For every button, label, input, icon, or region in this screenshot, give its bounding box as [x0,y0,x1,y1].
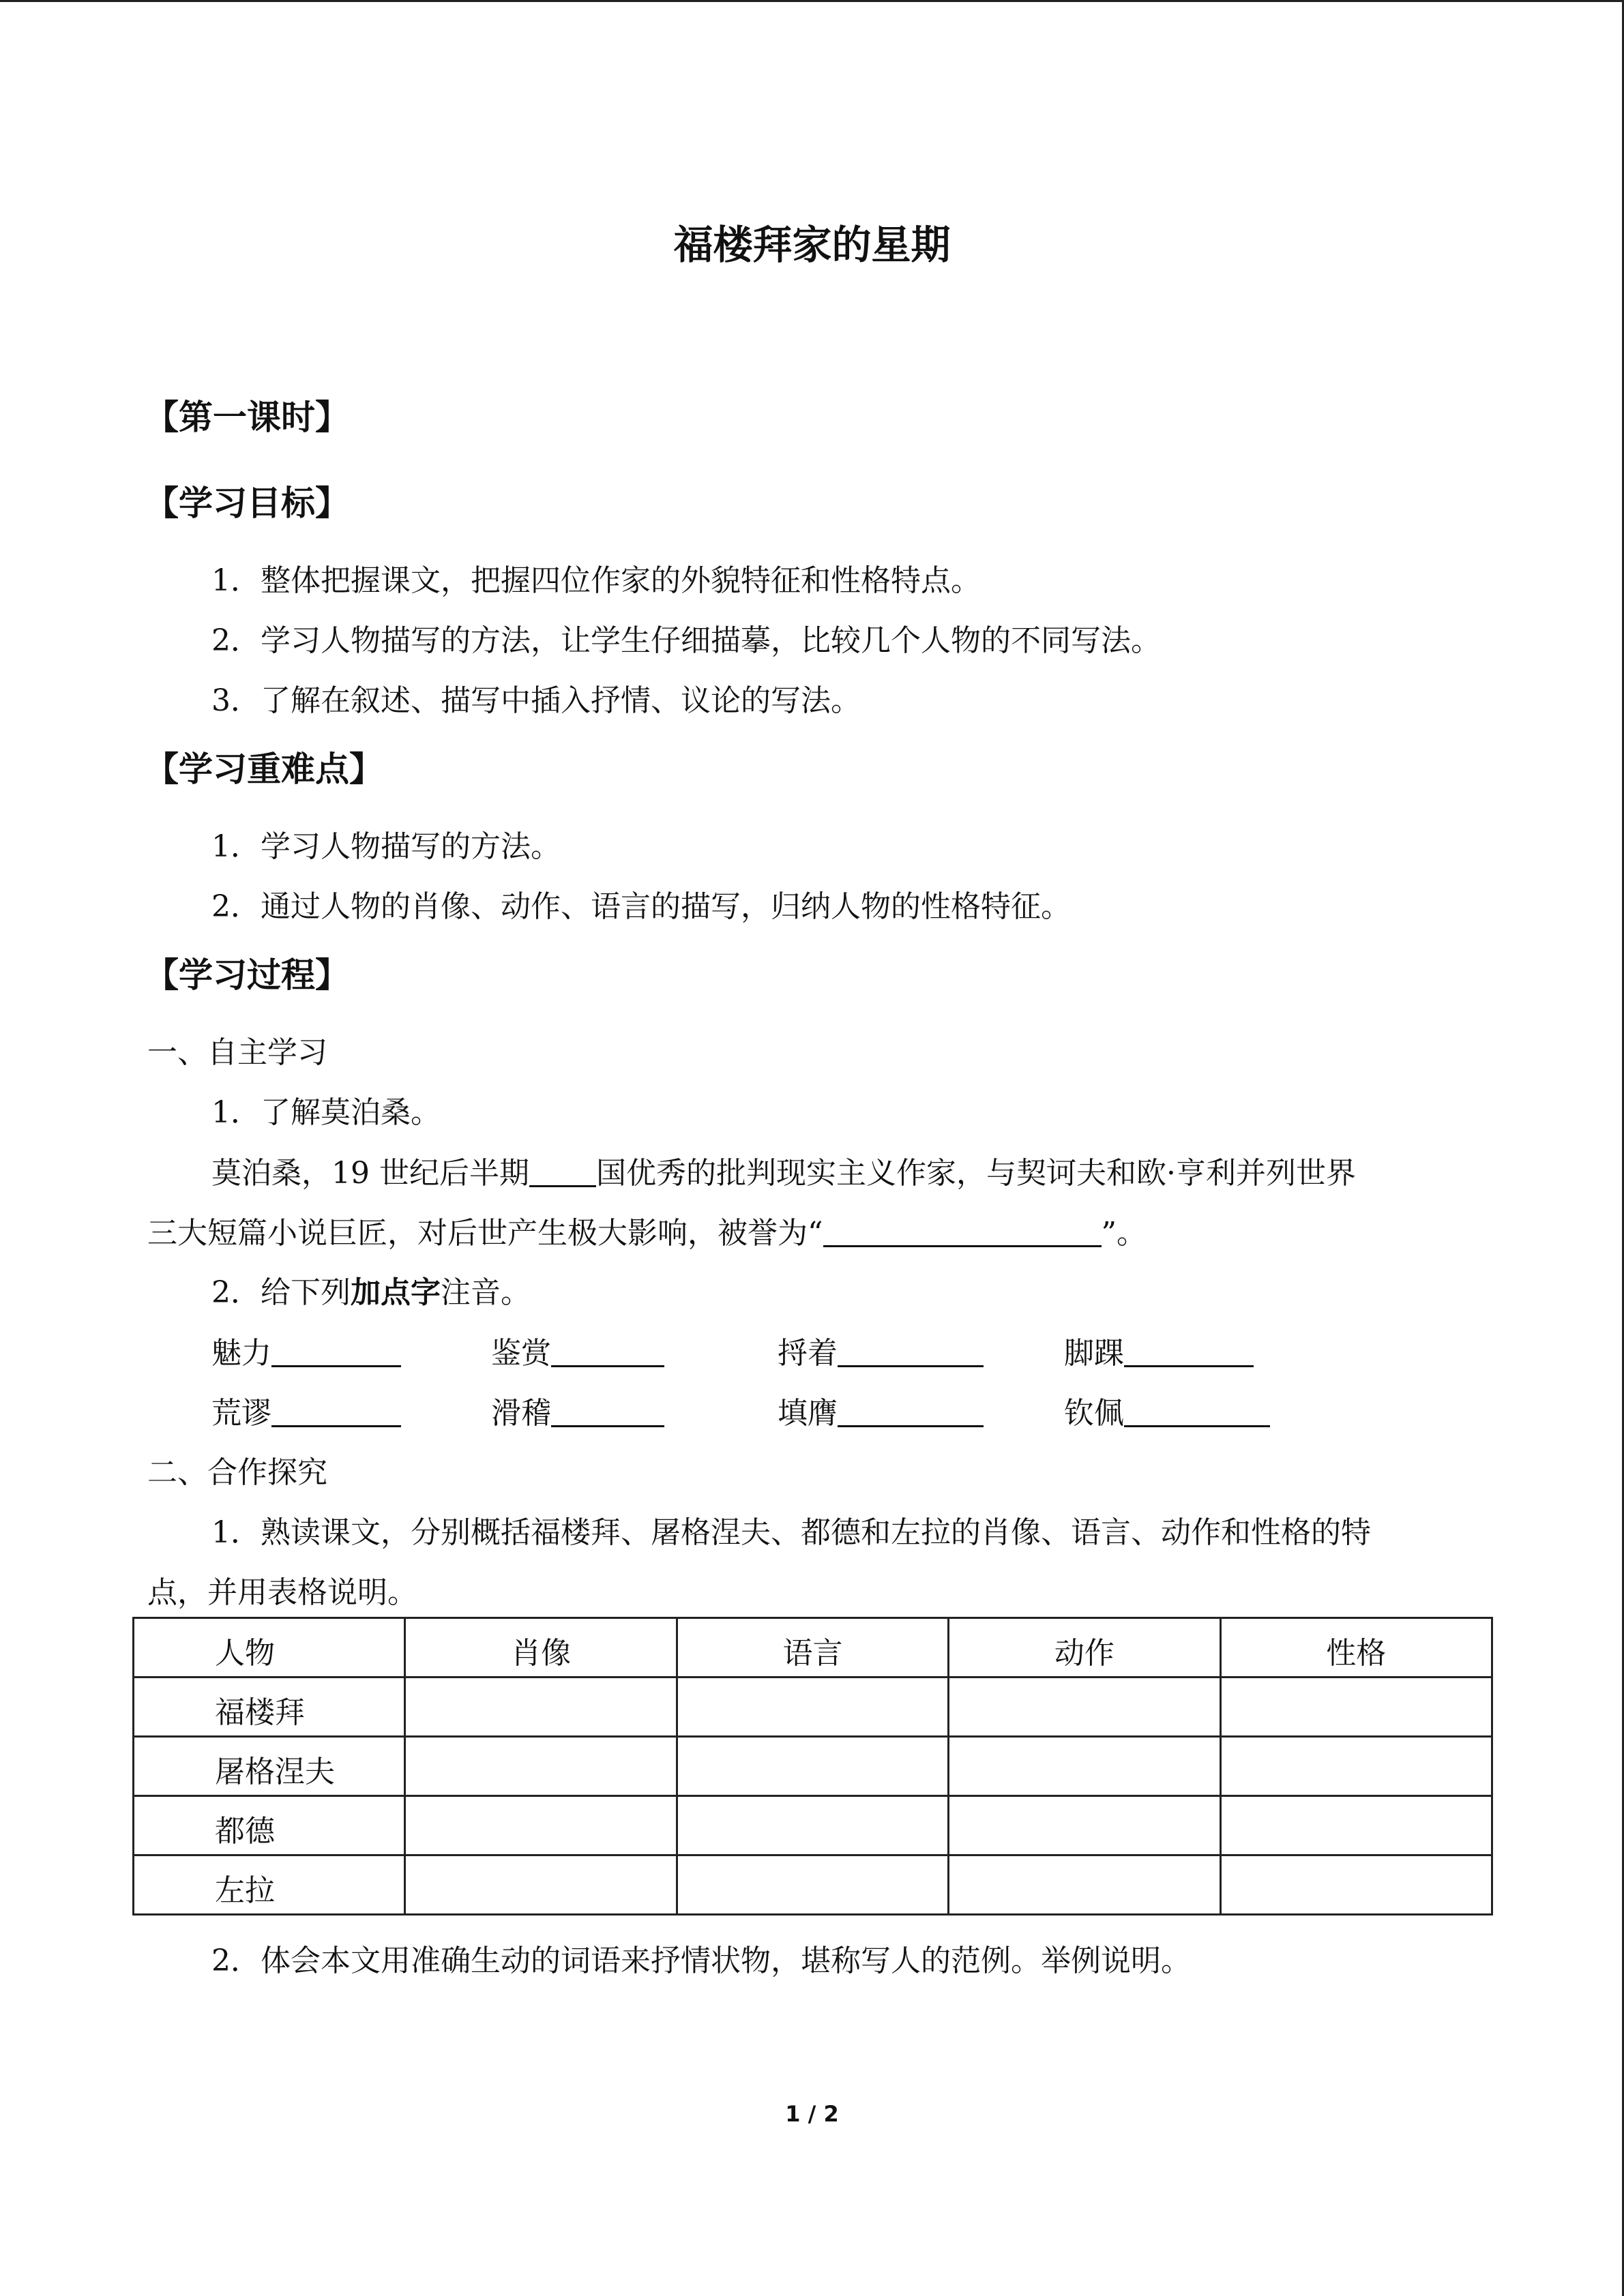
q2-title-a: 2．给下列 [211,1275,351,1310]
pinyin-word [778,1335,984,1372]
table-cell[interactable] [1220,1678,1492,1737]
table-cell[interactable] [1220,1737,1492,1796]
part1-q1-line2 [147,1215,1147,1252]
pinyin-word [491,1395,664,1432]
q1-line1-text-b: 国优秀的批判现实主义作家，与契诃夫和欧·亨利并列世界 [595,1156,1356,1191]
q1-line2-text-b: ”。 [1101,1216,1147,1251]
word-text: 捋着 [778,1336,838,1371]
pinyin-blank[interactable] [838,1335,984,1367]
keypoint-item: 1．学习人物描写的方法。 [211,829,561,864]
word-text: 荒谬 [211,1396,271,1431]
pinyin-word [491,1335,664,1372]
page-number: 1 / 2 [785,2101,839,2127]
table-row [134,1796,1492,1855]
pinyin-blank[interactable] [271,1335,401,1367]
q2-title-b: 注音。 [441,1275,531,1310]
table-cell[interactable] [1220,1855,1492,1915]
table-cell[interactable] [405,1737,677,1796]
pinyin-word [211,1395,401,1432]
part2-q2: 2．体会本文用准确生动的词语来抒情状物，堪称写人的范例。举例说明。 [211,1943,1191,1978]
pinyin-word [1064,1335,1254,1372]
part1-q1-line1 [211,1155,1356,1192]
table-cell[interactable] [677,1737,948,1796]
table-header-row [134,1618,1492,1678]
row-character-name: 左拉 [134,1855,405,1915]
document-title: 福楼拜家的星期 [673,222,951,268]
section-keypoints-heading: 【学习重难点】 [145,749,383,789]
table-header-cell: 人物 [134,1618,405,1678]
goal-item: 2．学习人物描写的方法，让学生仔细描摹，比较几个人物的不同写法。 [211,623,1161,658]
q1-line1-text-a: 莫泊桑，19 世纪后半期 [211,1156,529,1191]
pinyin-word [778,1395,984,1432]
pinyin-blank[interactable] [1124,1395,1270,1427]
pinyin-blank[interactable] [1124,1335,1254,1367]
q2-title-bold: 加点字 [351,1275,441,1310]
table-header-cell: 性格 [1220,1618,1492,1678]
part1-q2-title [211,1275,531,1311]
goal-item: 1．整体把握课文，把握四位作家的外貌特征和性格特点。 [211,563,981,598]
word-text: 魅力 [211,1336,271,1371]
word-text: 填膺 [778,1396,838,1431]
title-blank[interactable] [823,1215,1102,1247]
part2-heading: 二、合作探究 [147,1455,327,1490]
table-cell[interactable] [677,1796,948,1855]
table-cell[interactable] [949,1855,1220,1915]
pinyin-word [211,1335,401,1372]
pinyin-blank[interactable] [551,1335,664,1367]
section-process-heading: 【学习过程】 [145,955,349,995]
section-goals-heading: 【学习目标】 [145,483,349,523]
table-row [134,1678,1492,1737]
q1-line2-text-a: 三大短篇小说巨匠，对后世产生极大影响，被誉为“ [147,1216,823,1251]
keypoint-item: 2．通过人物的肖像、动作、语言的描写，归纳人物的性格特征。 [211,889,1071,924]
table-cell[interactable] [1220,1796,1492,1855]
pinyin-blank[interactable] [271,1395,401,1427]
country-blank[interactable] [529,1155,596,1187]
word-text: 鉴赏 [491,1336,551,1371]
table-header-cell: 语言 [677,1618,948,1678]
section-lesson-heading: 【第一课时】 [145,398,349,437]
character-table [132,1617,1493,1915]
part2-q1-line2: 点，并用表格说明。 [147,1575,417,1610]
part1-heading: 一、自主学习 [147,1035,327,1070]
part1-q1-title: 1．了解莫泊桑。 [211,1095,441,1130]
pinyin-blank[interactable] [551,1395,664,1427]
table-row [134,1855,1492,1915]
table-cell[interactable] [405,1855,677,1915]
table-cell[interactable] [949,1796,1220,1855]
part2-q1-line1: 1．熟读课文，分别概括福楼拜、屠格涅夫、都德和左拉的肖像、语言、动作和性格的特 [211,1515,1371,1550]
row-character-name: 屠格涅夫 [134,1737,405,1796]
word-text: 脚踝 [1064,1336,1124,1371]
table-cell[interactable] [405,1678,677,1737]
row-character-name: 都德 [134,1796,405,1855]
word-text: 钦佩 [1064,1396,1124,1431]
table-cell[interactable] [405,1796,677,1855]
pinyin-word [1064,1395,1270,1432]
word-text: 滑稽 [491,1396,551,1431]
table-row [134,1737,1492,1796]
row-character-name: 福楼拜 [134,1678,405,1737]
table-cell[interactable] [949,1737,1220,1796]
table-cell[interactable] [677,1678,948,1737]
table-cell[interactable] [677,1855,948,1915]
table-header-cell: 肖像 [405,1618,677,1678]
goal-item: 3．了解在叙述、描写中插入抒情、议论的写法。 [211,683,861,718]
pinyin-blank[interactable] [838,1395,984,1427]
table-header-cell: 动作 [949,1618,1220,1678]
table-cell[interactable] [949,1678,1220,1737]
